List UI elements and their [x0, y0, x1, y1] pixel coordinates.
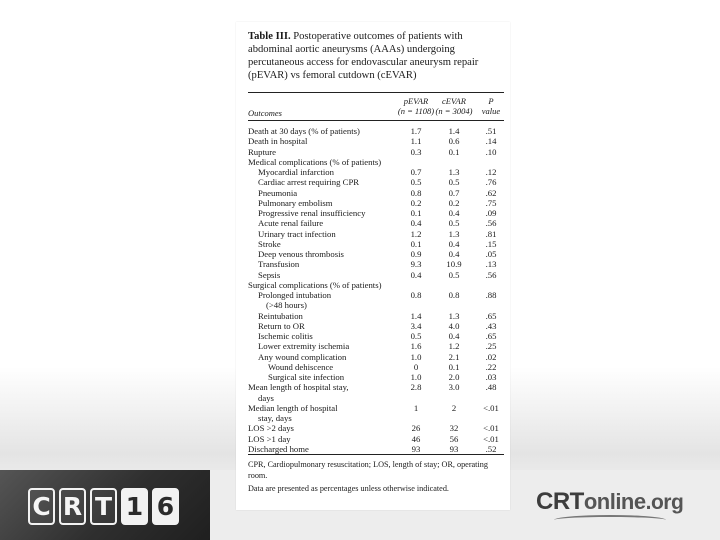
- cell-p-value: .05: [485, 249, 497, 259]
- table-row: [248, 423, 506, 433]
- cell-cevar: 0.6: [448, 136, 460, 147]
- cell-p-value: .43: [485, 320, 497, 331]
- cell-cevar: 1.3: [448, 228, 460, 239]
- cell-pevar: 0: [413, 361, 419, 372]
- table-row: [248, 147, 506, 157]
- row-label: Reintubation: [258, 310, 303, 321]
- cell-cevar: 56: [449, 433, 459, 444]
- row-label: Return to OR: [258, 320, 305, 331]
- row-label: Ischemic colitis: [258, 331, 313, 341]
- cell-p-value: <.01: [483, 423, 499, 434]
- logo-swoosh: [554, 515, 666, 525]
- table-row: [248, 444, 506, 454]
- cell-p-value: .65: [485, 331, 497, 341]
- cell-cevar: 0.4: [448, 208, 460, 218]
- logo-letter-r: R: [59, 488, 86, 525]
- row-label: Lower extremity ischemia: [258, 341, 350, 352]
- cell-pevar: 0.9: [410, 249, 422, 259]
- cell-cevar: 93: [449, 443, 459, 454]
- cell-pevar: 1.6: [410, 341, 422, 352]
- cell-pevar: 0.4: [410, 269, 422, 280]
- caption-label: Table III.: [248, 31, 291, 42]
- cell-p-value: .14: [485, 136, 497, 147]
- logo-letter-c: C: [28, 488, 55, 525]
- paper-table-image: [236, 22, 510, 510]
- cell-p-value: .12: [485, 167, 497, 177]
- cell-p-value: .10: [485, 146, 497, 157]
- table-row: [248, 259, 506, 269]
- cell-p-value: .48: [485, 382, 497, 393]
- table-row: [248, 208, 506, 218]
- cell-p-value: .09: [485, 208, 497, 218]
- row-label: Pulmonary embolism: [258, 197, 333, 208]
- row-label: Surgical complications (% of patients): [248, 279, 382, 290]
- table-row: [248, 341, 506, 351]
- caption-text: Postoperative outcomes of patients with abdominal aortic aneurysms (AAAs) undergoing percutaneous access for endovascular aneurysm repair (pEVAR) vs femoral cutdown (cEVAR): [248, 31, 479, 81]
- table-row: [248, 321, 506, 331]
- cell-cevar: 4.0: [448, 320, 460, 331]
- row-label: Medical complications (% of patients): [248, 156, 382, 167]
- cell-pevar: 0.1: [410, 238, 422, 249]
- cell-cevar: 2.1: [448, 351, 460, 362]
- table-row: [248, 188, 506, 198]
- cell-pevar: 1.0: [410, 351, 422, 362]
- row-label: Transfusion: [258, 259, 300, 270]
- row-label: Pneumonia: [258, 187, 298, 198]
- crt16-logo: [28, 488, 179, 524]
- header-p-value: value: [481, 106, 501, 116]
- cell-p-value: .02: [485, 351, 497, 362]
- cell-pevar: 1.4: [410, 310, 422, 321]
- logo-digit-6: 6: [152, 488, 179, 525]
- header-pevar: pEVAR: [403, 96, 429, 106]
- cell-cevar: 32: [449, 423, 459, 434]
- row-label: Deep venous thrombosis: [258, 249, 344, 259]
- cell-pevar: 0.8: [410, 187, 422, 198]
- row-label: Wound dehiscence: [268, 361, 334, 372]
- cell-cevar: 0.5: [448, 218, 460, 229]
- cell-p-value: .75: [485, 197, 497, 208]
- cell-pevar: 0.2: [410, 197, 422, 208]
- table-caption: [248, 30, 506, 82]
- cell-cevar: 2.0: [448, 372, 460, 382]
- cell-pevar: 26: [411, 423, 421, 434]
- table-row: [248, 382, 506, 392]
- table-header-rule: [248, 120, 504, 121]
- cell-cevar: 1.3: [448, 310, 460, 321]
- cell-pevar: 0.1: [410, 208, 422, 218]
- row-label: Death in hospital: [248, 136, 308, 147]
- logo-digit-1: 1: [121, 488, 148, 525]
- table-row: [248, 290, 506, 300]
- cell-cevar: 0.5: [448, 269, 460, 280]
- cell-cevar: 1.4: [448, 126, 460, 136]
- cell-pevar: 46: [411, 433, 421, 444]
- cell-pevar: 0.4: [410, 218, 422, 229]
- table-bottom-rule: [248, 454, 504, 455]
- cell-pevar: 0.7: [410, 167, 422, 177]
- table-footnote-1: CPR, Cardiopulmonary resuscitation; LOS, length of stay; OR, operating room.: [248, 460, 488, 480]
- table-row: [248, 372, 506, 382]
- cell-pevar: 0.5: [410, 177, 422, 188]
- table-row: [248, 362, 506, 372]
- cell-p-value: .51: [485, 126, 497, 136]
- row-label: Cardiac arrest requiring CPR: [258, 177, 360, 188]
- cell-p-value: .15: [485, 238, 497, 249]
- table-row: [248, 136, 506, 146]
- header-cevar: cEVAR: [442, 96, 466, 106]
- cell-cevar: 1.3: [448, 167, 460, 177]
- logo-org: .org: [645, 491, 684, 514]
- cell-p-value: .56: [485, 269, 497, 280]
- row-label: stay, days: [258, 413, 292, 423]
- table-row: [248, 218, 506, 228]
- row-label: Death at 30 days (% of patients): [248, 126, 360, 136]
- cell-pevar: 1: [413, 402, 419, 413]
- row-label: Sepsis: [258, 269, 281, 280]
- cell-cevar: 0.4: [448, 249, 460, 259]
- row-label: Median length of hospital: [248, 402, 338, 413]
- cell-cevar: 0.2: [448, 197, 460, 208]
- table-row: [248, 126, 506, 136]
- crtonline-logo: [536, 488, 683, 516]
- row-label: days: [258, 392, 274, 403]
- row-label: Surgical site infection: [268, 372, 345, 382]
- cell-cevar: 0.7: [448, 187, 460, 198]
- cell-p-value: <.01: [483, 402, 499, 413]
- cell-pevar: 1.1: [410, 136, 422, 147]
- cell-cevar: 10.9: [446, 259, 462, 270]
- cell-cevar: 1.2: [448, 341, 460, 352]
- table-row: [248, 300, 506, 310]
- table-row: [248, 239, 506, 249]
- cell-p-value: .56: [485, 218, 497, 229]
- table-row: [248, 157, 506, 167]
- cell-p-value: .13: [485, 259, 497, 270]
- table-row: [248, 352, 506, 362]
- cell-pevar: 0.8: [410, 290, 422, 300]
- row-label: Stroke: [258, 238, 281, 249]
- cell-cevar: 0.4: [448, 238, 460, 249]
- cell-cevar: 0.5: [448, 177, 460, 188]
- cell-cevar: 0.8: [448, 290, 460, 300]
- cell-cevar: 2: [451, 402, 457, 413]
- cell-pevar: 0.3: [410, 146, 422, 157]
- cell-p-value: .88: [485, 290, 497, 300]
- row-label: Urinary tract infection: [258, 228, 336, 239]
- table-row: [248, 249, 506, 259]
- row-label: Prolonged intubation: [258, 290, 332, 300]
- table-footnote-2: Data are presented as percentages unless otherwise indicated.: [248, 484, 449, 493]
- row-label: (>48 hours): [266, 300, 307, 311]
- cell-pevar: 9.3: [410, 259, 422, 270]
- table-row: [248, 229, 506, 239]
- cell-pevar: 2.8: [410, 382, 422, 393]
- logo-crt: CRT: [536, 488, 584, 515]
- table-top-rule: [248, 92, 504, 93]
- cell-p-value: .62: [485, 187, 497, 198]
- row-label: LOS >1 day: [248, 433, 291, 444]
- cell-cevar: 0.1: [448, 361, 460, 372]
- cell-p-value: .25: [485, 341, 497, 352]
- table-row: [248, 280, 506, 290]
- row-label: Myocardial infarction: [258, 167, 334, 177]
- cell-cevar: 0.4: [448, 331, 460, 341]
- row-label: Progressive renal insufficiency: [258, 208, 366, 218]
- table-row: [248, 393, 506, 403]
- cell-p-value: .81: [485, 228, 497, 239]
- table-row: [248, 177, 506, 187]
- table-row: [248, 331, 506, 341]
- table-row: [248, 403, 506, 413]
- cell-pevar: 0.5: [410, 331, 422, 341]
- row-label: Discharged home: [248, 443, 309, 454]
- header-p: P: [488, 96, 494, 106]
- table-row: [248, 198, 506, 208]
- logo-online: online: [583, 489, 646, 514]
- cell-p-value: .22: [485, 361, 497, 372]
- cell-p-value: <.01: [483, 433, 499, 444]
- cell-pevar: 93: [411, 443, 421, 454]
- header-outcomes: Outcomes: [248, 108, 282, 118]
- cell-pevar: 1.2: [410, 228, 422, 239]
- table-row: [248, 413, 506, 423]
- cell-p-value: .76: [485, 177, 497, 188]
- row-label: Any wound complication: [258, 351, 347, 362]
- cell-pevar: 1.0: [410, 372, 422, 382]
- cell-p-value: .03: [485, 372, 497, 382]
- row-label: Mean length of hospital stay,: [248, 382, 349, 393]
- row-label: Rupture: [248, 146, 276, 157]
- cell-p-value: .52: [485, 443, 497, 454]
- table-row: [248, 311, 506, 321]
- table-row: [248, 434, 506, 444]
- header-pevar-n: (n = 1108): [397, 106, 435, 116]
- header-cevar-n: (n = 3004): [435, 106, 473, 116]
- logo-letter-t: T: [90, 488, 117, 525]
- cell-pevar: 1.7: [410, 126, 422, 136]
- cell-cevar: 0.1: [448, 146, 460, 157]
- row-label: Acute renal failure: [258, 218, 324, 229]
- cell-p-value: .65: [485, 310, 497, 321]
- table-row: [248, 167, 506, 177]
- cell-cevar: 3.0: [448, 382, 460, 393]
- cell-pevar: 3.4: [410, 320, 422, 331]
- row-label: LOS >2 days: [248, 423, 294, 434]
- table-row: [248, 270, 506, 280]
